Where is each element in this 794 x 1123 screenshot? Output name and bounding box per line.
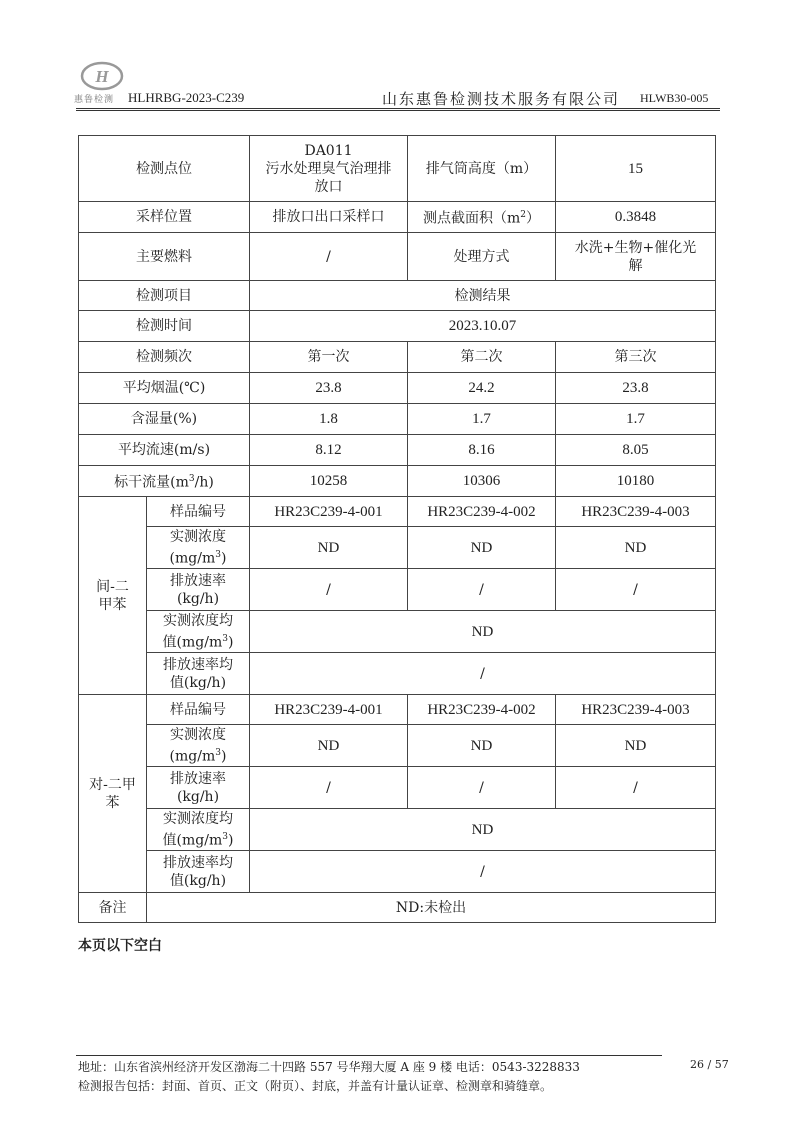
concentration-cell: ND [250,725,408,767]
emission-rate-cell: / [250,767,408,809]
avg-emission-rate-label: 排放速率均 值(kg/h) [147,653,250,695]
company-name: 山东惠鲁检测技术服务有限公司 [382,90,621,108]
item-label: 检测项目 [79,281,250,311]
emission-rate-cell: / [408,569,556,611]
table-row [79,311,716,342]
moisture-label: 含湿量(%) [79,404,250,435]
table-row [79,767,716,809]
sample-id-cell: HR23C239-4-002 [408,497,556,527]
point-value: DA011 污水处理臭气治理排 放口 [250,136,408,202]
table-row [79,893,716,923]
remark-label: 备注 [79,893,147,923]
frequency-label: 检测频次 [79,342,250,373]
avg-emission-rate-value: / [250,851,716,893]
avg-concentration-label: 实测浓度均 值$(mg/m^3)$ [147,809,250,851]
temperature-cell: 24.2 [408,373,556,404]
table-row [79,527,716,569]
temperature-cell: 23.8 [556,373,716,404]
table-row [79,342,716,373]
concentration-cell: ND [408,527,556,569]
sampling-position-value: 排放口出口采样口 [250,202,408,233]
frequency-cell: 第二次 [408,342,556,373]
table-row [79,233,716,281]
avg-emission-rate-label: 排放速率均 值(kg/h) [147,851,250,893]
sample-id-label: 样品编号 [147,695,250,725]
company-logo [80,60,124,92]
concentration-cell: ND [250,527,408,569]
velocity-cell: 8.16 [408,435,556,466]
footer-report-includes: 检测报告包括：封面、首页、正文（附页）、封底，并盖有计量认证章、检测章和骑缝章。 [78,1079,553,1093]
concentration-label: 实测浓度 $(mg/m^3)$ [147,527,250,569]
stack-height-value: 15 [556,136,716,202]
table-row [79,695,716,725]
header-divider [76,110,720,111]
sample-id-cell: HR23C239-4-001 [250,497,408,527]
table-row [79,136,716,202]
sample-id-cell: HR23C239-4-001 [250,695,408,725]
sample-id-label: 样品编号 [147,497,250,527]
table-row [79,611,716,653]
flow-label: 标干流量$(m^3/h)$ [79,466,250,497]
emission-rate-cell: / [408,767,556,809]
remark-value: ND:未检出 [147,893,716,923]
report-number: HLHRBG-2023-C239 [128,90,245,105]
stack-height-label: 排气筒高度（m） [408,136,556,202]
page-number: 26 / 57 [690,1058,729,1071]
frequency-cell: 第三次 [556,342,716,373]
footer-address: 地址：山东省滨州经济开发区渤海二十四路 557 号华翔大厦 A 座 9 楼 电话：0543-3228833 [78,1060,580,1074]
emission-rate-cell: / [556,767,716,809]
header-divider [76,108,720,109]
compound-name: 间-二 甲苯 [79,497,147,695]
table-row [79,809,716,851]
blank-page-note: 本页以下空白 [78,938,162,954]
avg-emission-rate-value: / [250,653,716,695]
point-label: 检测点位 [79,136,250,202]
velocity-cell: 8.12 [250,435,408,466]
flow-cell: 10306 [408,466,556,497]
concentration-cell: ND [556,527,716,569]
table-row [79,466,716,497]
treatment-value: 水洗+生物+催化光 解 [556,233,716,281]
moisture-cell: 1.7 [408,404,556,435]
table-row [79,725,716,767]
concentration-cell: ND [556,725,716,767]
table-row [79,497,716,527]
frequency-cell: 第一次 [250,342,408,373]
emission-rate-cell: / [556,569,716,611]
concentration-label: 实测浓度 $(mg/m^3)$ [147,725,250,767]
emission-rate-cell: / [250,569,408,611]
concentration-cell: ND [408,725,556,767]
table-row [79,435,716,466]
fuel-value: / [250,233,408,281]
velocity-cell: 8.05 [556,435,716,466]
test-results-table [78,135,716,923]
table-row [79,851,716,893]
emission-rate-label: 排放速率 (kg/h) [147,569,250,611]
table-row [79,404,716,435]
avg-concentration-value: ND [250,611,716,653]
emission-rate-label: 排放速率 (kg/h) [147,767,250,809]
result-label: 检测结果 [250,281,716,311]
svg-text:H: H [95,67,109,86]
flow-cell: 10258 [250,466,408,497]
compound-name: 对-二甲 苯 [79,695,147,893]
avg-concentration-label: 实测浓度均 值$(mg/m^3)$ [147,611,250,653]
table-row [79,202,716,233]
time-value: 2023.10.07 [250,311,716,342]
sampling-position-label: 采样位置 [79,202,250,233]
sample-id-cell: HR23C239-4-003 [556,695,716,725]
fuel-label: 主要燃料 [79,233,250,281]
temperature-cell: 23.8 [250,373,408,404]
sample-id-cell: HR23C239-4-003 [556,497,716,527]
area-label: 测点截面积$(m^2)$ [408,202,556,233]
time-label: 检测时间 [79,311,250,342]
table-row [79,569,716,611]
treatment-label: 处理方式 [408,233,556,281]
table-row [79,281,716,311]
moisture-cell: 1.8 [250,404,408,435]
table-row [79,653,716,695]
avg-concentration-value: ND [250,809,716,851]
velocity-label: 平均流速(m/s) [79,435,250,466]
flow-cell: 10180 [556,466,716,497]
form-number: HLWB30-005 [640,91,709,105]
sample-id-cell: HR23C239-4-002 [408,695,556,725]
moisture-cell: 1.7 [556,404,716,435]
table-row [79,373,716,404]
temperature-label: 平均烟温(℃) [79,373,250,404]
area-value: 0.3848 [556,202,716,233]
logo-text: 惠鲁检测 [74,95,115,105]
footer-divider [76,1055,662,1056]
